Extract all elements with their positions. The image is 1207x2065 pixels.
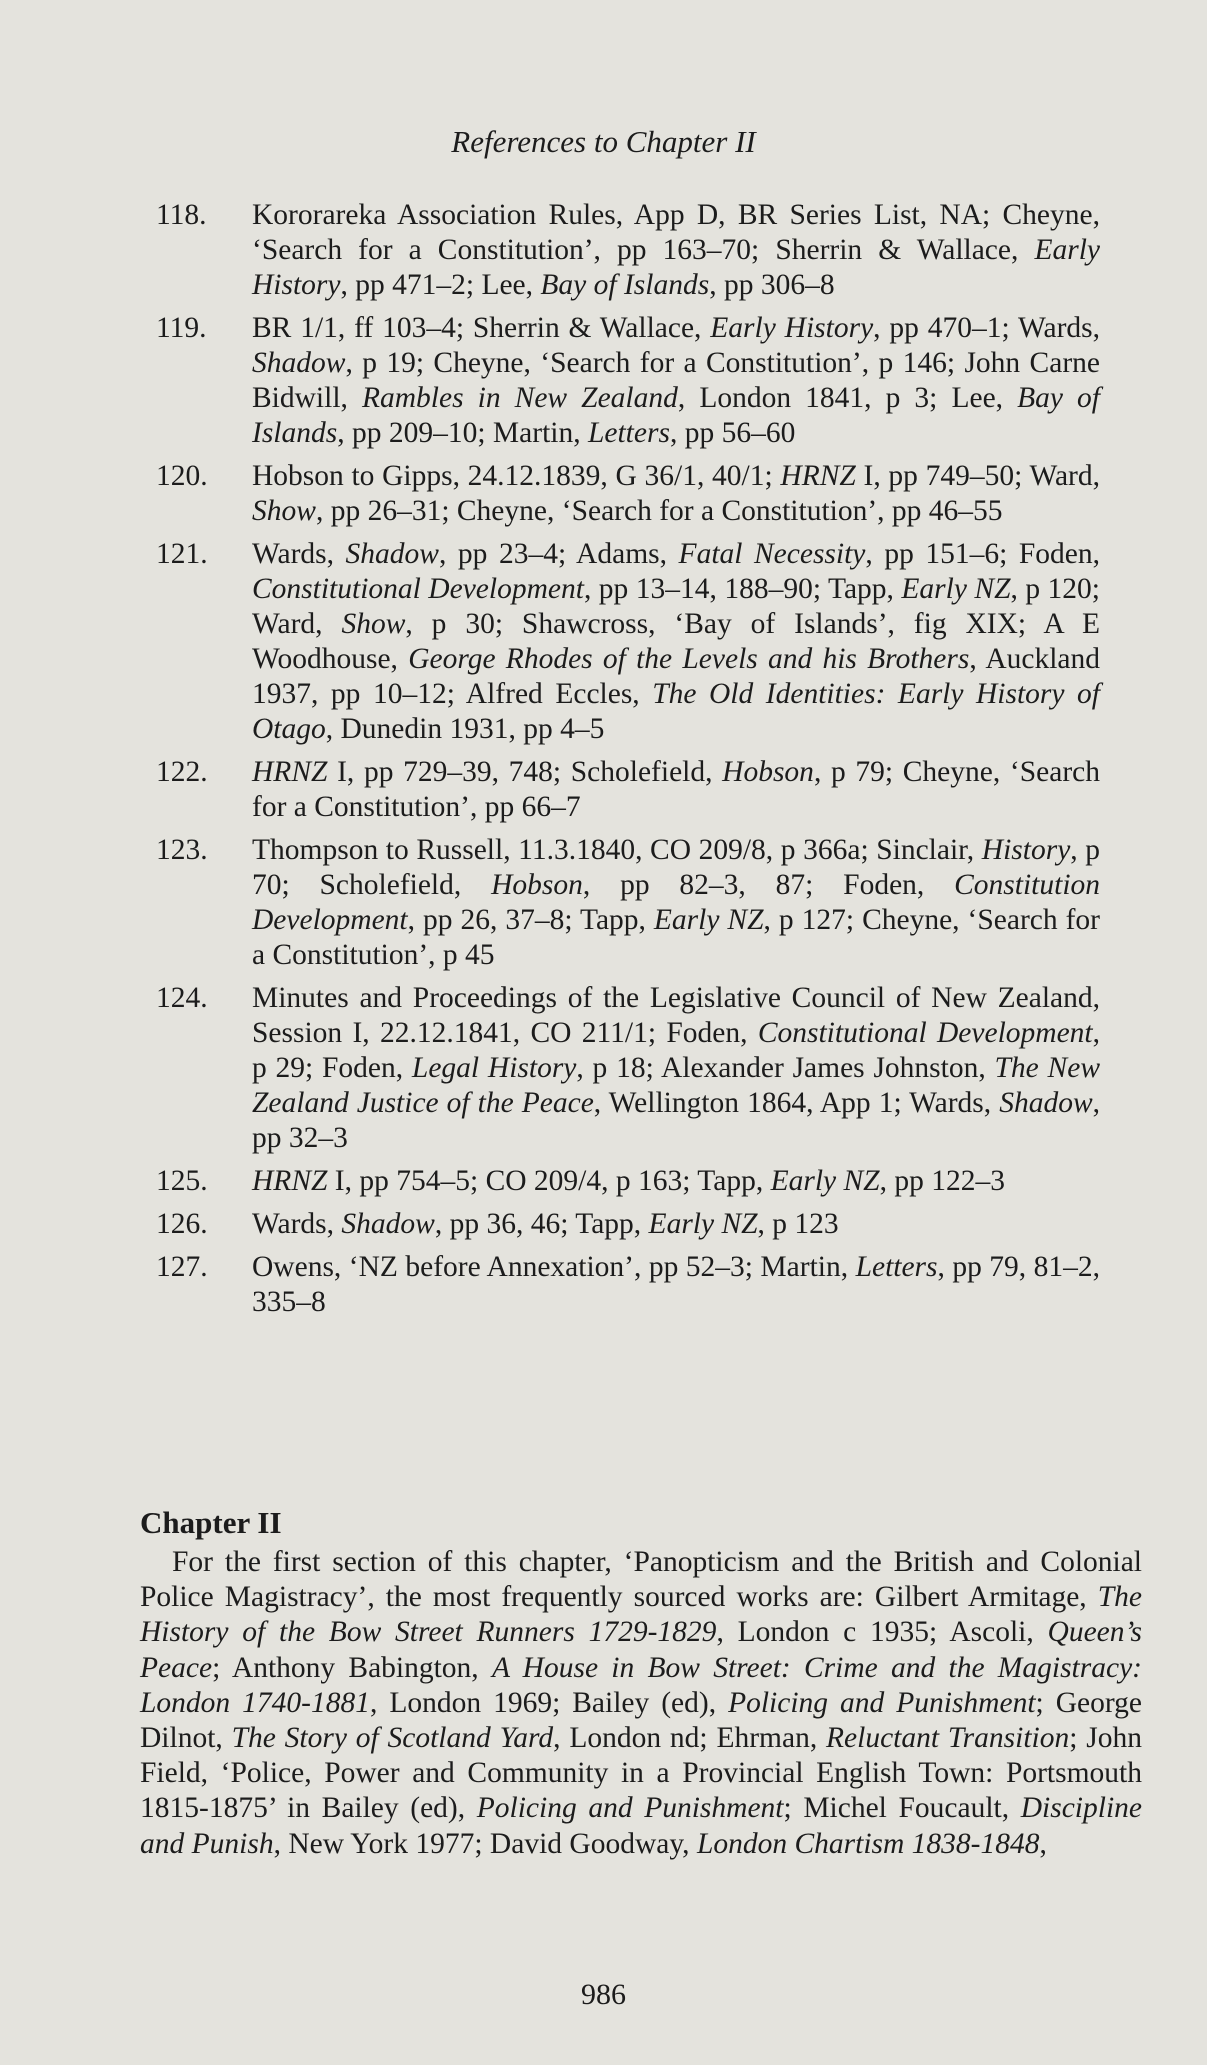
chapter-paragraph: For the first section of this chapter, ‘Panopticism and the British and Colonial Police Magistracy’, the most frequently sourced works are: Gilbert Armitage, The History of the Bow Street Runners 1729-1829, London c 1935; Ascoli, Queen’s Peace; Anthony Babington, A House in Bow Street: Crime and the Magistracy: London 1740-1881, London 1969; Bailey (ed), Policing and Punishment; George Dilnot, The Story of Scotland Yard, London nd; Ehrman, Reluctant Transition; John Field, ‘Police, Power and Community in a Provincial English Town: Portsmouth 1815-1875’ in Bailey (ed), Policing and Punishment; Michel Foucault, Discipline and Punish, New York 1977; David Goodway, London Chartism 1838-1848, [140,1546,1143,1860]
endnote-number: 121. [156,538,208,570]
endnote-number: 124. [156,982,208,1014]
endnote-number: 118. [156,199,207,231]
endnote-number: 123. [156,834,208,866]
endnote-text: Owens, ‘NZ before Annexation’, pp 52–3; Martin, Letters, pp 79, 81–2, 335–8 [252,1251,1101,1318]
endnote-text: Minutes and Proceedings of the Legislative Council of New Zealand, Session I, 22.12.1841, CO 211/1; Foden, Constitutional Development, p 29; Foden, Legal History, p 18; Alexander James Johnston, The New Zealand Justice of the Peace, Wellington 1864, App 1; Wards, Shadow, pp 32–3 [252,982,1101,1154]
endnote [140,198,1100,303]
endnote [140,459,1100,529]
endnote-number: 122. [156,756,208,788]
endnote [140,1207,1100,1242]
endnote-number: 125. [156,1165,208,1197]
running-head: References to Chapter II [451,124,756,159]
endnote [140,833,1100,973]
endnote-text: BR 1/1, ff 103–4; Sherrin & Wallace, Early History, pp 470–1; Wards, Shadow, p 19; Cheyne, ‘Search for a Constitution’, p 146; John Carne Bidwill, Rambles in New Zealand, London 1841, p 3; Lee, Bay of Islands, pp 209–10; Martin, Letters, pp 56–60 [252,312,1100,449]
endnote [140,311,1100,451]
endnote [140,1250,1100,1320]
endnote [140,755,1100,825]
endnote-number: 119. [156,312,207,344]
endnote-number: 127. [156,1251,208,1283]
endnote [140,537,1100,747]
page-number: 986 [581,1978,626,2011]
endnote-text: HRNZ I, pp 754–5; CO 209/4, p 163; Tapp, Early NZ, pp 122–3 [252,1165,1005,1197]
endnote-text: Thompson to Russell, 11.3.1840, CO 209/8, p 366a; Sinclair, History, p 70; Scholefield, Hobson, pp 82–3, 87; Foden, Constitution Development, pp 26, 37–8; Tapp, Early NZ, p 127; Cheyne, ‘Search for a Constitution’, p 45 [252,834,1101,971]
endnote-text: Wards, Shadow, pp 23–4; Adams, Fatal Necessity, pp 151–6; Foden, Constitutional Development, pp 13–14, 188–90; Tapp, Early NZ, p 120; Ward, Show, p 30; Shawcross, ‘Bay of Islands’, fig XIX; A E Woodhouse, George Rhodes of the Levels and his Brothers, Auckland 1937, pp 10–12; Alfred Eccles, The Old Identities: Early History of Otago, Dunedin 1931, pp 4–5 [252,538,1101,745]
endnote [140,981,1100,1156]
endnote-text: Hobson to Gipps, 24.12.1839, G 36/1, 40/1; HRNZ I, pp 749–50; Ward, Show, pp 26–31; Cheyne, ‘Search for a Constitution’, pp 46–55 [252,460,1100,527]
chapter-heading: Chapter II [140,1505,282,1540]
endnote-number: 120. [156,460,208,492]
endnote-text: Wards, Shadow, pp 36, 46; Tapp, Early NZ, p 123 [252,1208,839,1240]
endnote-number: 126. [156,1208,208,1240]
endnote-text: Kororareka Association Rules, App D, BR Series List, NA; Cheyne, ‘Search for a Constitution’, pp 163–70; Sherrin & Wallace, Early History, pp 471–2; Lee, Bay of Islands, pp 306–8 [252,199,1100,301]
endnote [140,1164,1100,1199]
endnote-text: HRNZ I, pp 729–39, 748; Scholefield, Hobson, p 79; Cheyne, ‘Search for a Constitution’, pp 66–7 [252,756,1100,823]
endnotes-list [140,198,1100,1328]
